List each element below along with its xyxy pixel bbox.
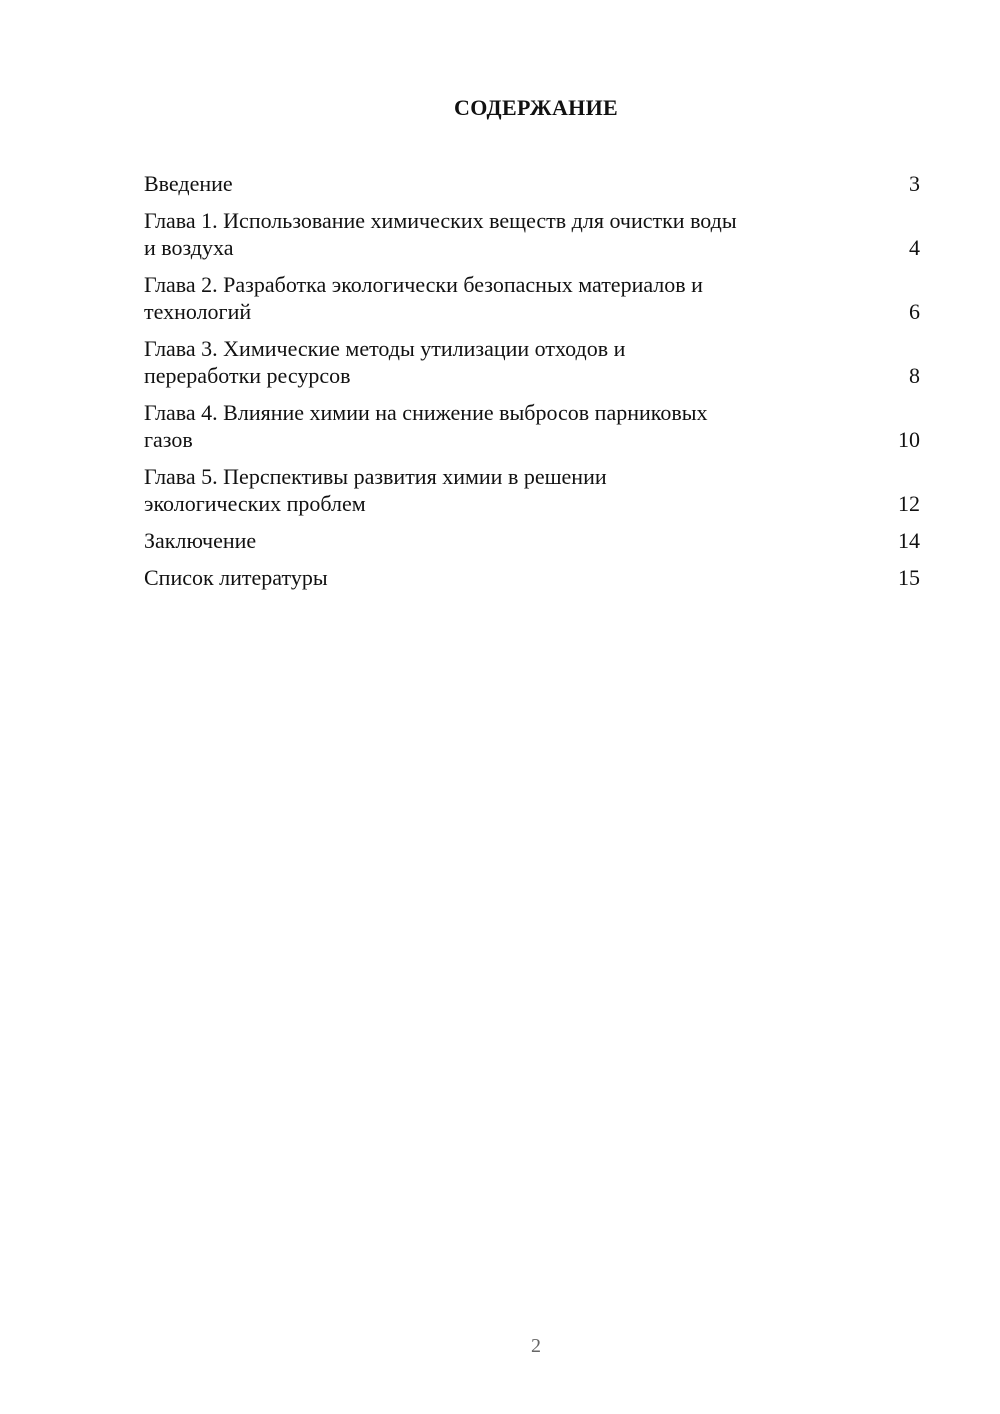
toc-entry-page: 4 (909, 235, 920, 260)
toc-entry-page: 3 (909, 171, 920, 196)
page-number: 2 (531, 1335, 541, 1357)
toc-entry-chapter-3 (144, 335, 920, 389)
toc-entry-text: Глава 5. Перспективы развития химии в решении экологических проблем (144, 464, 607, 516)
toc-entry-chapter-4 (144, 399, 920, 453)
toc-entry-text: Глава 3. Химические методы утилизации отходов и переработки ресурсов (144, 336, 626, 388)
toc-entry-page: 12 (898, 491, 920, 516)
toc-entry-text: Глава 2. Разработка экологически безопасных материалов и технологий (144, 272, 703, 324)
toc-entry-text: Глава 4. Влияние химии на снижение выбросов парниковых газов (144, 400, 708, 452)
toc-entry-chapter-2 (144, 271, 920, 325)
toc-entry-page: 14 (898, 528, 920, 553)
toc-entry-conclusion (144, 527, 920, 554)
toc-entry-references (144, 564, 920, 591)
toc-entry-chapter-5 (144, 463, 920, 517)
toc-entry-introduction (144, 170, 920, 197)
toc-entry-text: Список литературы (144, 565, 328, 590)
table-of-contents (144, 170, 920, 601)
toc-entry-page: 6 (909, 299, 920, 324)
toc-entry-text: Введение (144, 171, 233, 196)
toc-entry-page: 10 (898, 427, 920, 452)
toc-title: СОДЕРЖАНИЕ (454, 95, 618, 120)
toc-entry-page: 15 (898, 565, 920, 590)
toc-entry-text: Заключение (144, 528, 257, 553)
toc-entry-chapter-1 (144, 207, 920, 261)
toc-entry-text: Глава 1. Использование химических веществ для очистки воды и воздуха (144, 208, 737, 260)
toc-entry-page: 8 (909, 363, 920, 388)
